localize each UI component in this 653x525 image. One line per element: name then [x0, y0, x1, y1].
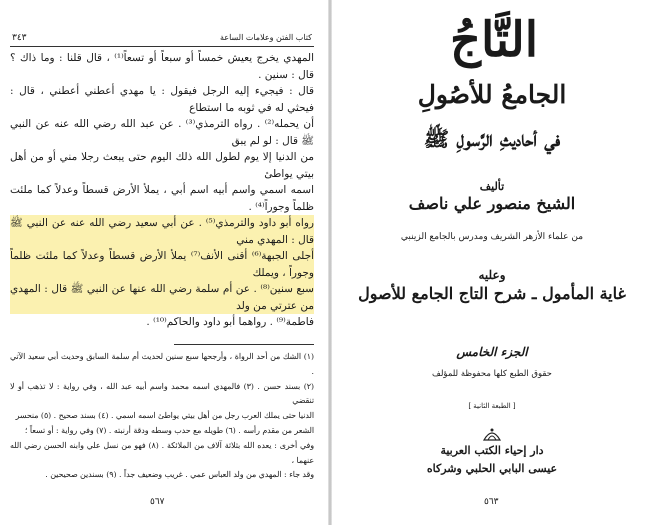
publisher-emblem-icon [482, 424, 502, 442]
book-subtitle-2: في أحاديثِ الرَّسولِ ﷺ [423, 126, 561, 151]
publisher-name: دار إحياء الكتب العربية [440, 444, 544, 457]
edition-label: [ الطبعة الثانية ] [468, 402, 516, 410]
text-line: قال : فيجيء إليه الرجل فيقول : يا مهدي أعطني أعطني ، قال : فيحثي له في ثوبه ما استطاع [10, 85, 314, 114]
left-page-number: ٥٦٧ [150, 497, 165, 507]
commentary-title: غاية المأمول ـ شرح التاج الجامع للأصول [358, 284, 626, 303]
highlighted-text-line: أجلى الجبهة⁽⁶⁾ أقنى الأنف⁽⁷⁾ يملأ الأرض قسطاً وعدلاً كما ملئت ظلماً وجوراً ، ويملك [10, 248, 314, 281]
text-line: اسمه اسمي واسم أبيه اسم أبي ، يملأ الأرض قسطاً وعدلاً كما ملئت ظلماً وجوراً⁽⁴⁾ . [10, 184, 314, 213]
footnote-rule [174, 344, 314, 345]
hadith-text [10, 50, 314, 331]
footnotes [10, 350, 314, 483]
running-header [12, 33, 312, 45]
book-title: التَّاجُ [449, 12, 539, 68]
highlighted-text-line: رواه أبو داود والترمذي⁽⁵⁾ . عن أبي سعيد رضي الله عنه عن النبي ﷺ قال : المهدي مني [10, 215, 314, 248]
rights-notice: حقوق الطبع كلها محفوظة للمؤلف [432, 369, 552, 379]
header-page-number: ٣٤٣ [12, 33, 27, 43]
and-on-it-label: وعليه [478, 268, 506, 282]
footnote-line: (٢) بسند حسن . (٣) فالمهدي اسمه محمد واسم أبيه عبد الله ، وفي رواية : لا تذهب أو لا تنقضي [10, 381, 314, 406]
footnote-line: وقد جاء : المهدي من ولد العباس عمي . غريب وضعيف جداً . (٩) بسندين صحيحين . [45, 470, 314, 480]
volume-label: الجزء الخامس [456, 345, 528, 359]
author-name: الشيخ منصور علي ناصف [408, 194, 576, 213]
footnote-line: الشعر من مقدم رأسه . (٦) طويله مع حدب وسطه ودقة أرنبته . (٧) وفي رواية : أو تسعاً ؛ [24, 425, 314, 435]
footnote-line: (١) الشك من أحد الرواة ، وأرجحها سبع سنين لحديث أم سلمة السابق وحديث أبي سعيد الآتي . [10, 352, 314, 376]
publisher-block [394, 424, 590, 484]
text-line: من الدنيا إلا يوم لطول الله ذلك اليوم حتى يبعث رجلا مني أو من أهل بيتي يواطئ [10, 151, 314, 180]
running-title: كتاب الفتن وعلامات الساعة [220, 33, 312, 42]
text-line: المهدي يخرج يعيش خمساً أو سبعاً أو تسعاً⁽¹⁾ ، قال قلنا : وما ذاك ؟ قال : سنين . [10, 52, 315, 81]
author-credentials: من علماء الأزهر الشريف ومدرس بالجامع الزينبي [400, 232, 584, 242]
book-subtitle: الجامعُ للأصُولِ [417, 80, 567, 109]
footnote-line: الدنيا حتى يملك العرب رجل من أهل بيتي يواطئ اسمه اسمي . (٤) بسند صحيح . (٥) منحسر [15, 411, 314, 421]
text-line: أن يحمله⁽²⁾ . رواه الترمذي⁽³⁾ . عن عبد الله رضي الله عنه عن النبي ﷺ قال : لو لم يبق [10, 118, 314, 147]
right-page-number: ٥٦٣ [484, 497, 499, 507]
footnote-line: وفي أخرى : يعده الله بثلاثة آلاف من الملائكة . (٨) فهو من نسل علي وابنه الحسن رضي الله عنهما ، [10, 440, 314, 465]
right-page [332, 0, 653, 525]
header-rule [10, 46, 314, 47]
publisher-owner: عيسى البابي الحلبي وشركاه [426, 462, 558, 475]
text-line: فاطمة⁽⁹⁾ . رواهما أبو داود والحاكم⁽¹⁰⁾ . [146, 316, 314, 328]
highlighted-text-line: سبع سنين⁽⁸⁾ . عن أم سلمة رضي الله عنها عن النبي ﷺ قال : المهدي من عترتي من ولد [10, 281, 314, 314]
authored-by-label: تأليف [479, 180, 505, 193]
